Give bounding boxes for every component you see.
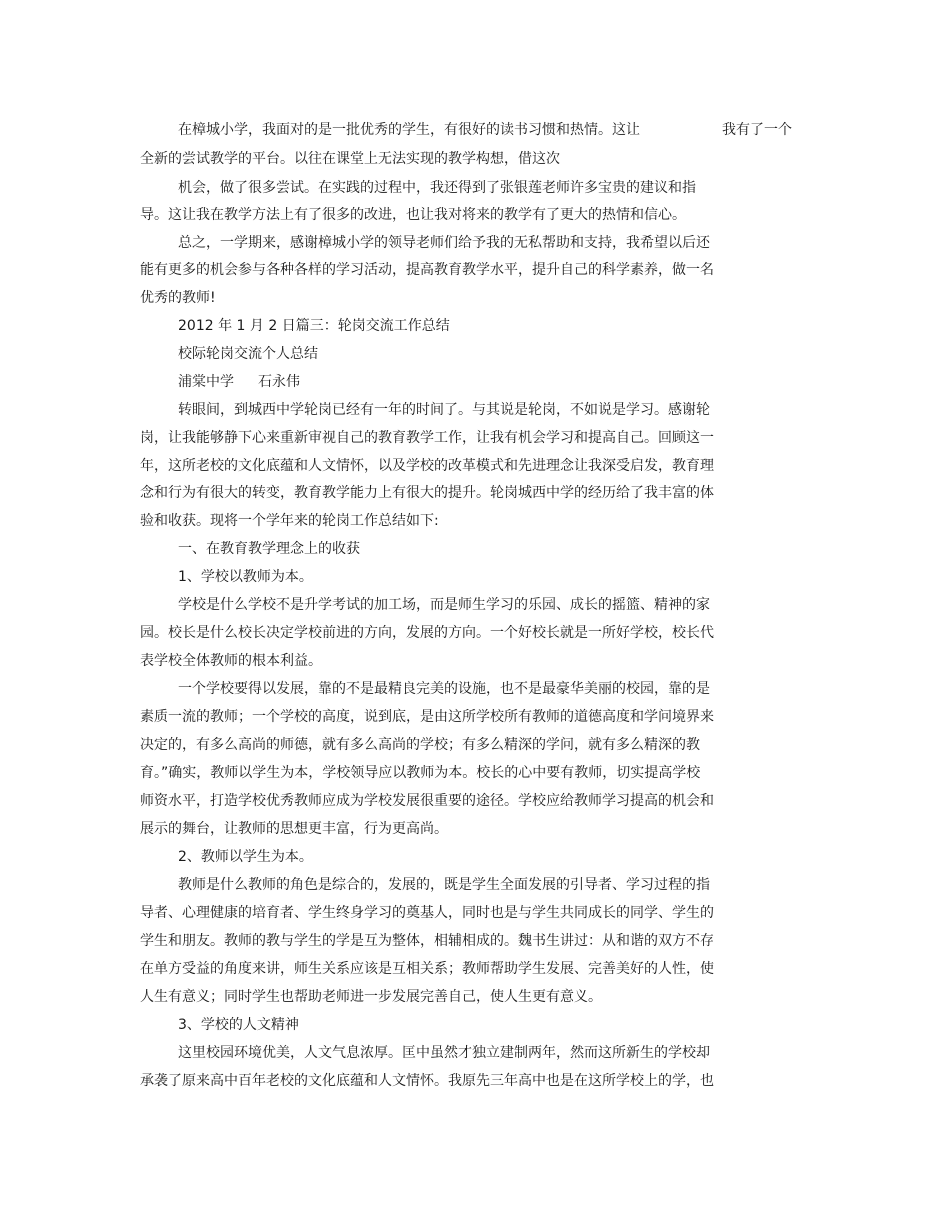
paragraph-line: 一个学校要得以发展，靠的不是最精良完美的设施，也不是最豪华美丽的校园，靠的是 — [178, 681, 710, 697]
paragraph-line: 总之，一学期来，感谢樟城小学的领导老师们给予我的无私帮助和支持，我希望以后还 — [178, 235, 710, 251]
paragraph-line: 验和收获。现将一个学年来的轮岗工作总结如下: — [140, 513, 439, 529]
paragraph-line: 教师是什么教师的角色是综合的，发展的，既是学生全面发展的引导者、学习过程的指 — [178, 877, 710, 893]
paragraph-line: 展示的舞台，让教师的思想更丰富，行为更高尚。 — [140, 821, 448, 837]
paragraph-line: 转眼间，到城西中学轮岗已经有一年的时间了。与其说是轮岗，不如说是学习。感谢轮 — [178, 402, 710, 418]
paragraph-line: 念和行为有很大的转变，教育教学能力上有很大的提升。轮岗城西中学的经历给了我丰富的体 — [140, 485, 714, 501]
paragraph-line: 全新的尝试教学的平台。以往在课堂上无法实现的教学构想，借这次 — [140, 151, 560, 167]
paragraph-line: 优秀的教师! — [140, 290, 216, 306]
author-school: 浦棠中学 — [178, 374, 234, 390]
paragraph-line: 我有了一个 — [722, 122, 792, 138]
paragraph-line: 人生有意义；同时学生也帮助老师进一步发展完善自己，使人生更有意义。 — [140, 989, 602, 1005]
section-heading: 一、在教育教学理念上的收获 — [178, 541, 360, 557]
paragraph-line: 决定的，有多么高尚的师德，就有多么高尚的学校；有多么精深的学问，就有多么精深的教 — [140, 737, 700, 753]
paragraph-line: 学校是什么学校不是升学考试的加工场，而是师生学习的乐园、成长的摇篮、精神的家 — [178, 597, 710, 613]
paragraph-line: 这里校园环境优美，人文气息浓厚。匡中虽然才独立建制两年，然而这所新生的学校却 — [178, 1045, 710, 1061]
subsection-heading: 3、学校的人文精神 — [178, 1017, 299, 1033]
subsection-heading: 1、学校以教师为本。 — [178, 569, 313, 585]
paragraph-line: 在单方受益的角度来讲，师生关系应该是互相关系；教师帮助学生发展、完善美好的人性，使 — [140, 961, 714, 977]
paragraph-line: 素质一流的教师；一个学校的高度，说到底，是由这所学校所有教师的道德高度和学问境界来 — [140, 709, 714, 725]
subsection-heading: 2、教师以学生为本。 — [178, 849, 313, 865]
author-name: 石永伟 — [258, 374, 300, 390]
paragraph-line: 机会，做了很多尝试。在实践的过程中，我还得到了张银莲老师许多宝贵的建议和指 — [178, 180, 696, 196]
paragraph-line: 师资水平，打造学校优秀教师应成为学校发展很重要的途径。学校应给教师学习提高的机会和 — [140, 793, 714, 809]
paragraph-line: 导者、心理健康的培育者、学生终身学习的奠基人，同时也是与学生共同成长的同学、学生的 — [140, 905, 714, 921]
paragraph-line: 育。”确实，教师以学生为本，学校领导应以教师为本。校长的心中要有教师，切实提高学校 — [140, 765, 701, 781]
date-heading: 2012 年 1 月 2 日篇三：轮岗交流工作总结 — [178, 318, 450, 334]
paragraph-line: 导。这让我在教学方法上有了很多的改进，也让我对将来的教学有了更大的热情和信心。 — [140, 207, 686, 223]
paragraph-line: 岗，让我能够静下心来重新审视自己的教育教学工作，让我有机会学习和提高自己。回顾这一 — [140, 430, 714, 446]
paragraph-line: 能有更多的机会参与各种各样的学习活动，提高教育教学水平，提升自己的科学素养，做一名 — [140, 262, 714, 278]
paragraph-line: 园。校长是什么校长决定学校前进的方向，发展的方向。一个好校长就是一所好学校，校长代 — [140, 625, 714, 641]
paragraph-line: 学生和朋友。教师的教与学生的学是互为整体，相辅相成的。魏书生讲过：从和谐的双方不存 — [140, 933, 714, 949]
subtitle: 校际轮岗交流个人总结 — [178, 346, 318, 362]
paragraph-line: 在樟城小学，我面对的是一批优秀的学生，有很好的读书习惯和热情。这让 — [178, 122, 640, 138]
paragraph-line: 承袭了原来高中百年老校的文化底蕴和人文情怀。我原先三年高中也是在这所学校上的学，也 — [140, 1073, 714, 1089]
paragraph-line: 表学校全体教师的根本利益。 — [140, 653, 322, 669]
paragraph-line: 年，这所老校的文化底蕴和人文情怀，以及学校的改革模式和先进理念让我深受启发，教育理 — [140, 458, 714, 474]
